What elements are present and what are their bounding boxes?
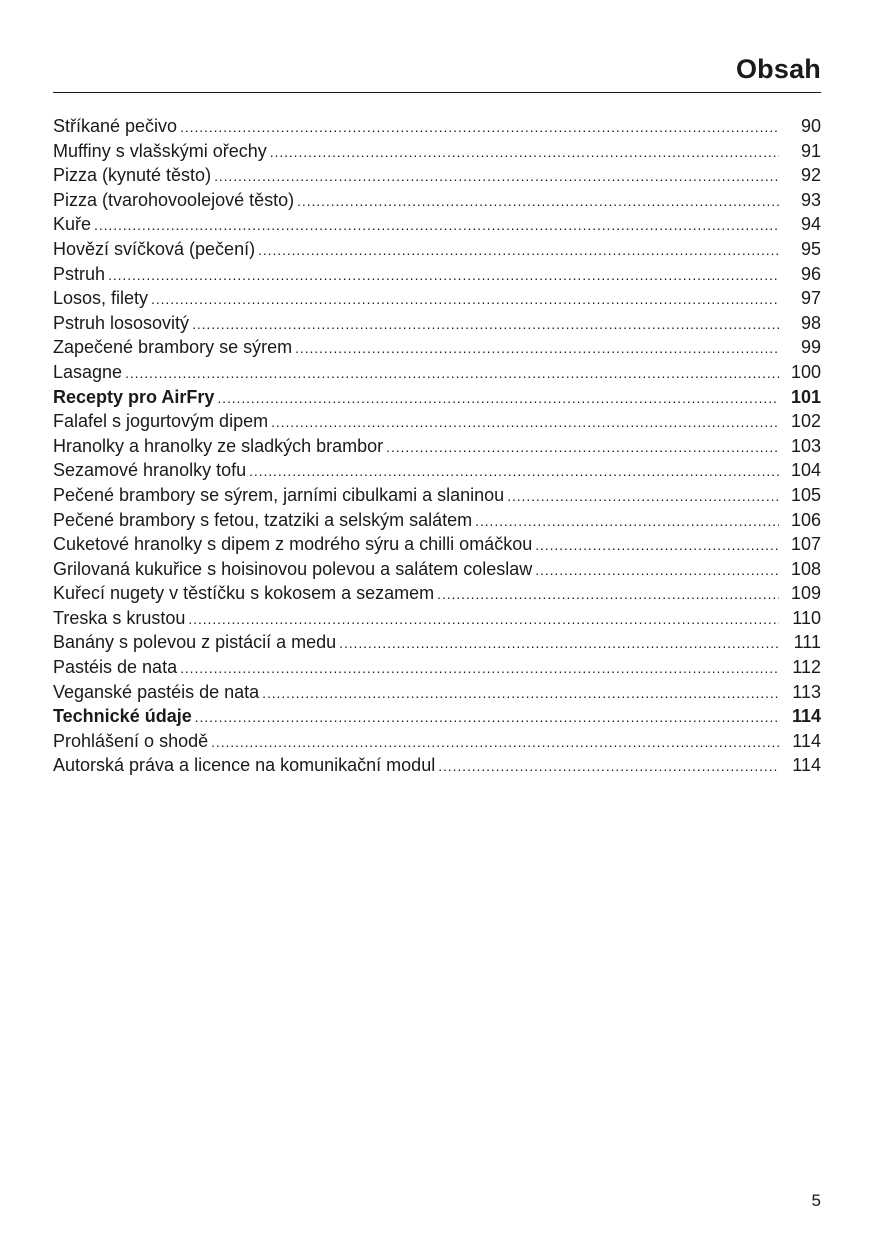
toc-entry-label: Pizza (kynuté těsto) bbox=[53, 165, 212, 186]
dot-leader bbox=[195, 705, 779, 730]
dot-leader bbox=[108, 263, 779, 288]
dot-leader bbox=[180, 115, 779, 140]
toc-entry-label: Autorská práva a licence na komunikační modul bbox=[53, 755, 436, 776]
toc-entry-page: 108 bbox=[790, 558, 821, 579]
toc-entry-label: Zapečené brambory se sýrem bbox=[53, 337, 293, 358]
toc-entry-label: Muffiny s vlašskými ořechy bbox=[53, 140, 267, 161]
toc-entry[interactable] bbox=[53, 606, 821, 631]
toc-entry-page: 103 bbox=[790, 435, 821, 456]
toc-entry-page: 102 bbox=[790, 411, 821, 432]
dot-leader bbox=[214, 164, 779, 189]
toc-entry-label: Prohlášení o shodě bbox=[53, 730, 209, 751]
toc-entry-label: Falafel s jogurtovým dipem bbox=[53, 411, 269, 432]
toc-entry-page: 110 bbox=[792, 607, 821, 628]
toc-entry-label: Lasagne bbox=[53, 361, 123, 382]
toc-entry-page: 99 bbox=[800, 337, 821, 358]
dot-leader bbox=[295, 336, 779, 361]
toc-section-heading[interactable] bbox=[53, 385, 821, 410]
dot-leader bbox=[94, 213, 779, 238]
page-number: 5 bbox=[811, 1191, 821, 1210]
toc-entry-label: Pizza (tvarohovoolejové těsto) bbox=[53, 189, 295, 210]
toc-entry-page: 92 bbox=[800, 165, 821, 186]
toc-entry-page: 91 bbox=[800, 140, 821, 161]
dot-leader bbox=[271, 410, 779, 435]
dot-leader bbox=[475, 509, 779, 534]
dot-leader bbox=[188, 607, 779, 632]
dot-leader bbox=[386, 435, 779, 460]
toc-entry-label: Sezamové hranolky tofu bbox=[53, 460, 247, 481]
dot-leader bbox=[270, 140, 779, 165]
dot-leader bbox=[217, 386, 779, 411]
toc-entry-page: 109 bbox=[790, 583, 821, 604]
dot-leader bbox=[535, 533, 779, 558]
toc-entry-page: 111 bbox=[793, 632, 821, 653]
toc-entry-label: Banány s polevou z pistácií a medu bbox=[53, 632, 337, 653]
toc-entry-page: 113 bbox=[792, 681, 821, 702]
toc-entry-page: 96 bbox=[800, 263, 821, 284]
toc-entry-page: 97 bbox=[800, 288, 821, 309]
toc-entry-page: 95 bbox=[800, 238, 821, 259]
toc-entry[interactable] bbox=[53, 729, 821, 754]
toc-entry[interactable] bbox=[53, 655, 821, 680]
toc-section-heading[interactable] bbox=[53, 704, 821, 729]
toc-entry-label: Pastéis de nata bbox=[53, 657, 178, 678]
toc-entry-page: 107 bbox=[790, 534, 821, 555]
dot-leader bbox=[258, 238, 779, 263]
dot-leader bbox=[438, 754, 779, 779]
toc-entry-page: 114 bbox=[792, 730, 821, 751]
toc-entry-label: Pstruh lososovitý bbox=[53, 312, 190, 333]
toc-entry-page: 105 bbox=[790, 484, 821, 505]
toc-entry-label: Pstruh bbox=[53, 263, 106, 284]
toc-entry[interactable] bbox=[53, 680, 821, 705]
toc-entry[interactable] bbox=[53, 581, 821, 606]
toc-entry-label: Veganské pastéis de nata bbox=[53, 681, 260, 702]
dot-leader bbox=[151, 287, 779, 312]
dot-leader bbox=[437, 582, 779, 607]
toc-entry-label: Losos, filety bbox=[53, 288, 149, 309]
toc-entry[interactable] bbox=[53, 262, 821, 287]
toc-entry-label: Stříkané pečivo bbox=[53, 116, 178, 136]
toc-entry-page: 114 bbox=[791, 706, 821, 727]
toc-entry-label: Kuřecí nugety v těstíčku s kokosem a sezamem bbox=[53, 583, 435, 604]
toc-entry[interactable] bbox=[53, 139, 821, 164]
toc-entry-page: 101 bbox=[790, 386, 821, 407]
toc-entry-label: Recepty pro AirFry bbox=[53, 386, 215, 407]
toc-entry-label: Hranolky a hranolky ze sladkých brambor bbox=[53, 435, 384, 456]
toc-entry-page: 94 bbox=[800, 214, 821, 235]
toc-entry[interactable] bbox=[53, 630, 821, 655]
dot-leader bbox=[339, 631, 779, 656]
page-title: Obsah bbox=[735, 54, 821, 84]
toc-entry-page: 114 bbox=[792, 755, 821, 776]
toc-entry-label: Pečené brambory s fetou, tzatziki a selským salátem bbox=[53, 509, 473, 530]
toc-entry-page: 100 bbox=[790, 361, 821, 382]
toc-entry[interactable] bbox=[53, 335, 821, 360]
toc-entry[interactable] bbox=[53, 483, 821, 508]
toc-entry[interactable] bbox=[53, 557, 821, 582]
title-divider bbox=[53, 92, 821, 93]
toc-entry-label: Hovězí svíčková (pečení) bbox=[53, 238, 256, 259]
dot-leader bbox=[125, 361, 779, 386]
toc-entry[interactable] bbox=[53, 753, 821, 778]
toc-entry-label: Technické údaje bbox=[53, 706, 192, 727]
dot-leader bbox=[211, 730, 779, 755]
toc-entry[interactable] bbox=[53, 409, 821, 434]
toc-entry[interactable] bbox=[53, 212, 821, 237]
toc-entry[interactable] bbox=[53, 508, 821, 533]
toc-entry-page: 90 bbox=[800, 116, 821, 136]
toc-entry[interactable] bbox=[53, 237, 821, 262]
toc-entry-label: Kuře bbox=[53, 214, 92, 235]
table-of-contents bbox=[53, 114, 821, 778]
dot-leader bbox=[507, 484, 779, 509]
toc-entry-page: 104 bbox=[790, 460, 821, 481]
toc-entry[interactable] bbox=[53, 458, 821, 483]
dot-leader bbox=[192, 312, 779, 337]
toc-entry[interactable] bbox=[53, 434, 821, 459]
toc-entry-label: Cuketové hranolky s dipem z modrého sýru a chilli omáčkou bbox=[53, 534, 533, 555]
toc-entry-page: 93 bbox=[800, 189, 821, 210]
toc-entry[interactable] bbox=[53, 286, 821, 311]
toc-entry-label: Grilovaná kukuřice s hoisinovou polevou a salátem coleslaw bbox=[53, 558, 533, 579]
toc-entry[interactable] bbox=[53, 188, 821, 213]
dot-leader bbox=[180, 656, 779, 681]
toc-entry-page: 106 bbox=[790, 509, 821, 530]
toc-entry[interactable] bbox=[53, 114, 821, 139]
toc-entry[interactable] bbox=[53, 360, 821, 385]
toc-entry[interactable] bbox=[53, 311, 821, 336]
toc-entry-label: Treska s krustou bbox=[53, 607, 186, 628]
toc-entry[interactable] bbox=[53, 532, 821, 557]
dot-leader bbox=[249, 459, 779, 484]
toc-entry-label: Pečené brambory se sýrem, jarními cibulkami a slaninou bbox=[53, 484, 505, 505]
dot-leader bbox=[297, 189, 779, 214]
dot-leader bbox=[262, 681, 779, 706]
dot-leader bbox=[535, 558, 779, 583]
toc-entry-page: 98 bbox=[800, 312, 821, 333]
toc-entry[interactable] bbox=[53, 163, 821, 188]
toc-entry-page: 112 bbox=[792, 657, 821, 678]
